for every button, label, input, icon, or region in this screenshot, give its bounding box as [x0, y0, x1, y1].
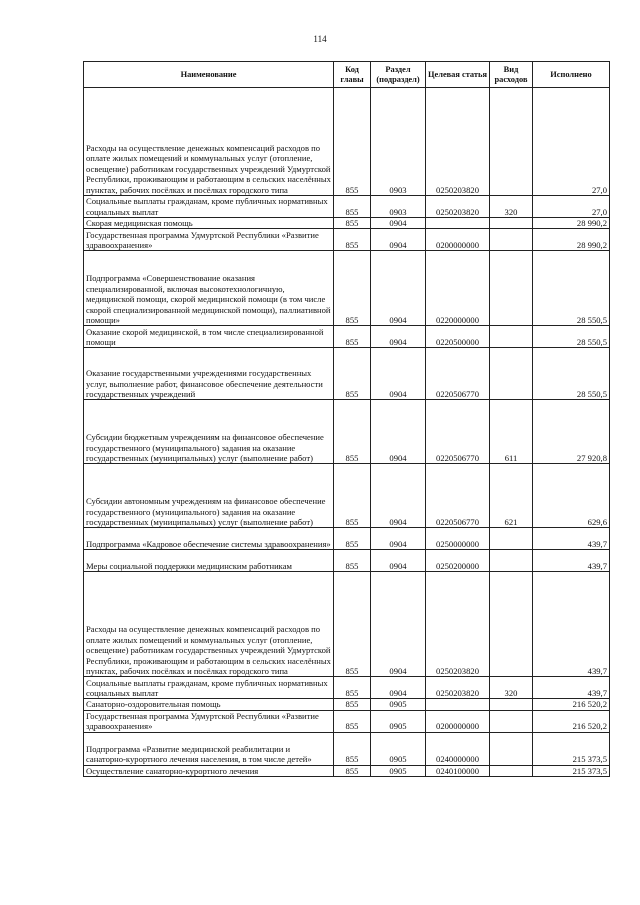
row-target-cell: 0220506770 — [426, 400, 490, 464]
header-name: Наименование — [84, 62, 334, 88]
row-amount-cell: 439,7 — [533, 572, 610, 677]
table-row — [84, 765, 610, 776]
row-type-cell — [490, 572, 533, 677]
row-target-cell: 0200000000 — [426, 710, 490, 732]
row-name-cell: Социальные выплаты гражданам, кроме публичных нормативных социальных выплат — [84, 196, 334, 218]
row-name-cell: Подпрограмма «Развитие медицинской реабилитации и санаторно-курортного лечения населения, в том числе детей» — [84, 732, 334, 765]
table-row — [84, 196, 610, 218]
row-type-cell: 621 — [490, 464, 533, 528]
row-type-cell — [490, 348, 533, 400]
row-code-cell: 855 — [334, 550, 371, 572]
row-amount-cell: 216 520,2 — [533, 699, 610, 710]
row-code-cell: 855 — [334, 677, 371, 699]
table-row — [84, 326, 610, 348]
table-row — [84, 218, 610, 229]
row-name-cell: Санаторно-оздоровительная помощь — [84, 699, 334, 710]
row-code-cell: 855 — [334, 699, 371, 710]
header-executed: Исполнено — [533, 62, 610, 88]
row-section-cell: 0905 — [371, 710, 426, 732]
row-code-cell: 855 — [334, 229, 371, 251]
row-section-cell: 0903 — [371, 196, 426, 218]
row-type-cell — [490, 765, 533, 776]
table-row — [84, 732, 610, 765]
row-target-cell: 0250203820 — [426, 677, 490, 699]
row-amount-cell: 216 520,2 — [533, 710, 610, 732]
row-code-cell: 855 — [334, 464, 371, 528]
table-row — [84, 699, 610, 710]
row-name-cell: Расходы на осуществление денежных компенсаций расходов по оплате жилых помещений и коммунальных услуг (отопление, освещение) работникам государственных учреждений Удмуртской Республики, проживающим и работающим в сельских населённых пунктах, рабочих посёлках и посёлках городского типа — [84, 88, 334, 196]
row-target-cell: 0220000000 — [426, 251, 490, 326]
row-amount-cell: 28 990,2 — [533, 218, 610, 229]
row-type-cell — [490, 528, 533, 550]
table-row — [84, 528, 610, 550]
table-body — [84, 88, 610, 777]
row-section-cell: 0905 — [371, 765, 426, 776]
row-target-cell: 0220506770 — [426, 348, 490, 400]
row-section-cell: 0904 — [371, 572, 426, 677]
row-amount-cell: 439,7 — [533, 528, 610, 550]
row-code-cell: 855 — [334, 88, 371, 196]
row-target-cell: 0220506770 — [426, 464, 490, 528]
row-code-cell: 855 — [334, 400, 371, 464]
row-type-cell: 320 — [490, 677, 533, 699]
row-target-cell — [426, 218, 490, 229]
row-target-cell: 0240000000 — [426, 732, 490, 765]
row-amount-cell: 28 550,5 — [533, 326, 610, 348]
row-type-cell — [490, 710, 533, 732]
row-code-cell: 855 — [334, 528, 371, 550]
row-type-cell: 320 — [490, 196, 533, 218]
row-name-cell: Оказание государственными учреждениями государственных услуг, выполнение работ, финансовое обеспечение деятельности государственных учреждений — [84, 348, 334, 400]
row-type-cell — [490, 229, 533, 251]
row-type-cell — [490, 88, 533, 196]
row-amount-cell: 629,6 — [533, 464, 610, 528]
row-name-cell: Государственная программа Удмуртской Республики «Развитие здравоохранения» — [84, 229, 334, 251]
table-row — [84, 464, 610, 528]
row-name-cell: Государственная программа Удмуртской Республики «Развитие здравоохранения» — [84, 710, 334, 732]
table-row — [84, 550, 610, 572]
row-name-cell: Скорая медицинская помощь — [84, 218, 334, 229]
row-type-cell: 611 — [490, 400, 533, 464]
row-type-cell — [490, 732, 533, 765]
table-header-row — [84, 62, 610, 88]
row-section-cell: 0904 — [371, 326, 426, 348]
row-name-cell: Расходы на осуществление денежных компенсаций расходов по оплате жилых помещений и коммунальных услуг (отопление, освещение) работникам государственных учреждений Удмуртской Республики, проживающим и работающим в сельских населённых пунктах, рабочих посёлках и посёлках городского типа — [84, 572, 334, 677]
row-code-cell: 855 — [334, 732, 371, 765]
row-name-cell: Оказание скорой медицинской, в том числе специализированной помощи — [84, 326, 334, 348]
row-type-cell — [490, 326, 533, 348]
row-target-cell: 0250203820 — [426, 572, 490, 677]
row-code-cell: 855 — [334, 710, 371, 732]
row-target-cell: 0250000000 — [426, 528, 490, 550]
table-row — [84, 251, 610, 326]
row-section-cell: 0904 — [371, 528, 426, 550]
row-target-cell: 0250200000 — [426, 550, 490, 572]
page-number: 114 — [313, 34, 327, 44]
row-name-cell: Подпрограмма «Кадровое обеспечение системы здравоохранения» — [84, 528, 334, 550]
row-section-cell: 0905 — [371, 699, 426, 710]
row-target-cell: 0220500000 — [426, 326, 490, 348]
row-code-cell: 855 — [334, 348, 371, 400]
row-amount-cell: 27 920,8 — [533, 400, 610, 464]
row-name-cell: Социальные выплаты гражданам, кроме публичных нормативных социальных выплат — [84, 677, 334, 699]
table-row — [84, 400, 610, 464]
row-section-cell: 0904 — [371, 218, 426, 229]
row-amount-cell: 215 373,5 — [533, 732, 610, 765]
row-code-cell: 855 — [334, 196, 371, 218]
table-row — [84, 88, 610, 196]
row-code-cell: 855 — [334, 572, 371, 677]
row-amount-cell: 28 990,2 — [533, 229, 610, 251]
row-amount-cell: 27,0 — [533, 196, 610, 218]
row-amount-cell: 215 373,5 — [533, 765, 610, 776]
table-row — [84, 572, 610, 677]
row-section-cell: 0904 — [371, 348, 426, 400]
row-target-cell: 0250203820 — [426, 196, 490, 218]
row-section-cell: 0903 — [371, 88, 426, 196]
row-section-cell: 0905 — [371, 732, 426, 765]
row-code-cell: 855 — [334, 765, 371, 776]
budget-table — [83, 61, 610, 777]
row-target-cell: 0200000000 — [426, 229, 490, 251]
header-expense-type: Вид расходов — [490, 62, 533, 88]
row-type-cell — [490, 218, 533, 229]
header-section: Раздел (подраздел) — [371, 62, 426, 88]
row-name-cell: Субсидии бюджетным учреждениям на финансовое обеспечение государственного (муниципального) задания на оказание государственных (муниципальных) услуг (выполнение работ) — [84, 400, 334, 464]
table-row — [84, 710, 610, 732]
row-amount-cell: 28 550,5 — [533, 348, 610, 400]
row-amount-cell: 27,0 — [533, 88, 610, 196]
row-type-cell — [490, 251, 533, 326]
row-section-cell: 0904 — [371, 464, 426, 528]
row-amount-cell: 439,7 — [533, 677, 610, 699]
row-code-cell: 855 — [334, 218, 371, 229]
header-target: Целевая статья — [426, 62, 490, 88]
row-section-cell: 0904 — [371, 677, 426, 699]
row-type-cell — [490, 550, 533, 572]
row-section-cell: 0904 — [371, 251, 426, 326]
row-target-cell: 0250203820 — [426, 88, 490, 196]
row-name-cell: Субсидии автономным учреждениям на финансовое обеспечение государственного (муниципального) задания на оказание государственных (муниципальных) услуг (выполнение работ) — [84, 464, 334, 528]
row-section-cell: 0904 — [371, 229, 426, 251]
table-row — [84, 229, 610, 251]
row-target-cell — [426, 699, 490, 710]
row-name-cell: Подпрограмма «Совершенствование оказания специализированной, включая высокотехнологичную, медицинской помощи, скорой медицинской помощи (в том числе скорой специализированной медицинской помощи), паллиативной помощи» — [84, 251, 334, 326]
row-target-cell: 0240100000 — [426, 765, 490, 776]
row-amount-cell: 28 550,5 — [533, 251, 610, 326]
row-code-cell: 855 — [334, 251, 371, 326]
row-amount-cell: 439,7 — [533, 550, 610, 572]
table-row — [84, 348, 610, 400]
row-code-cell: 855 — [334, 326, 371, 348]
row-section-cell: 0904 — [371, 400, 426, 464]
row-name-cell: Осуществление санаторно-курортного лечения — [84, 765, 334, 776]
row-type-cell — [490, 699, 533, 710]
header-code: Код главы — [334, 62, 371, 88]
row-section-cell: 0904 — [371, 550, 426, 572]
row-name-cell: Меры социальной поддержки медицинским работникам — [84, 550, 334, 572]
table-row — [84, 677, 610, 699]
